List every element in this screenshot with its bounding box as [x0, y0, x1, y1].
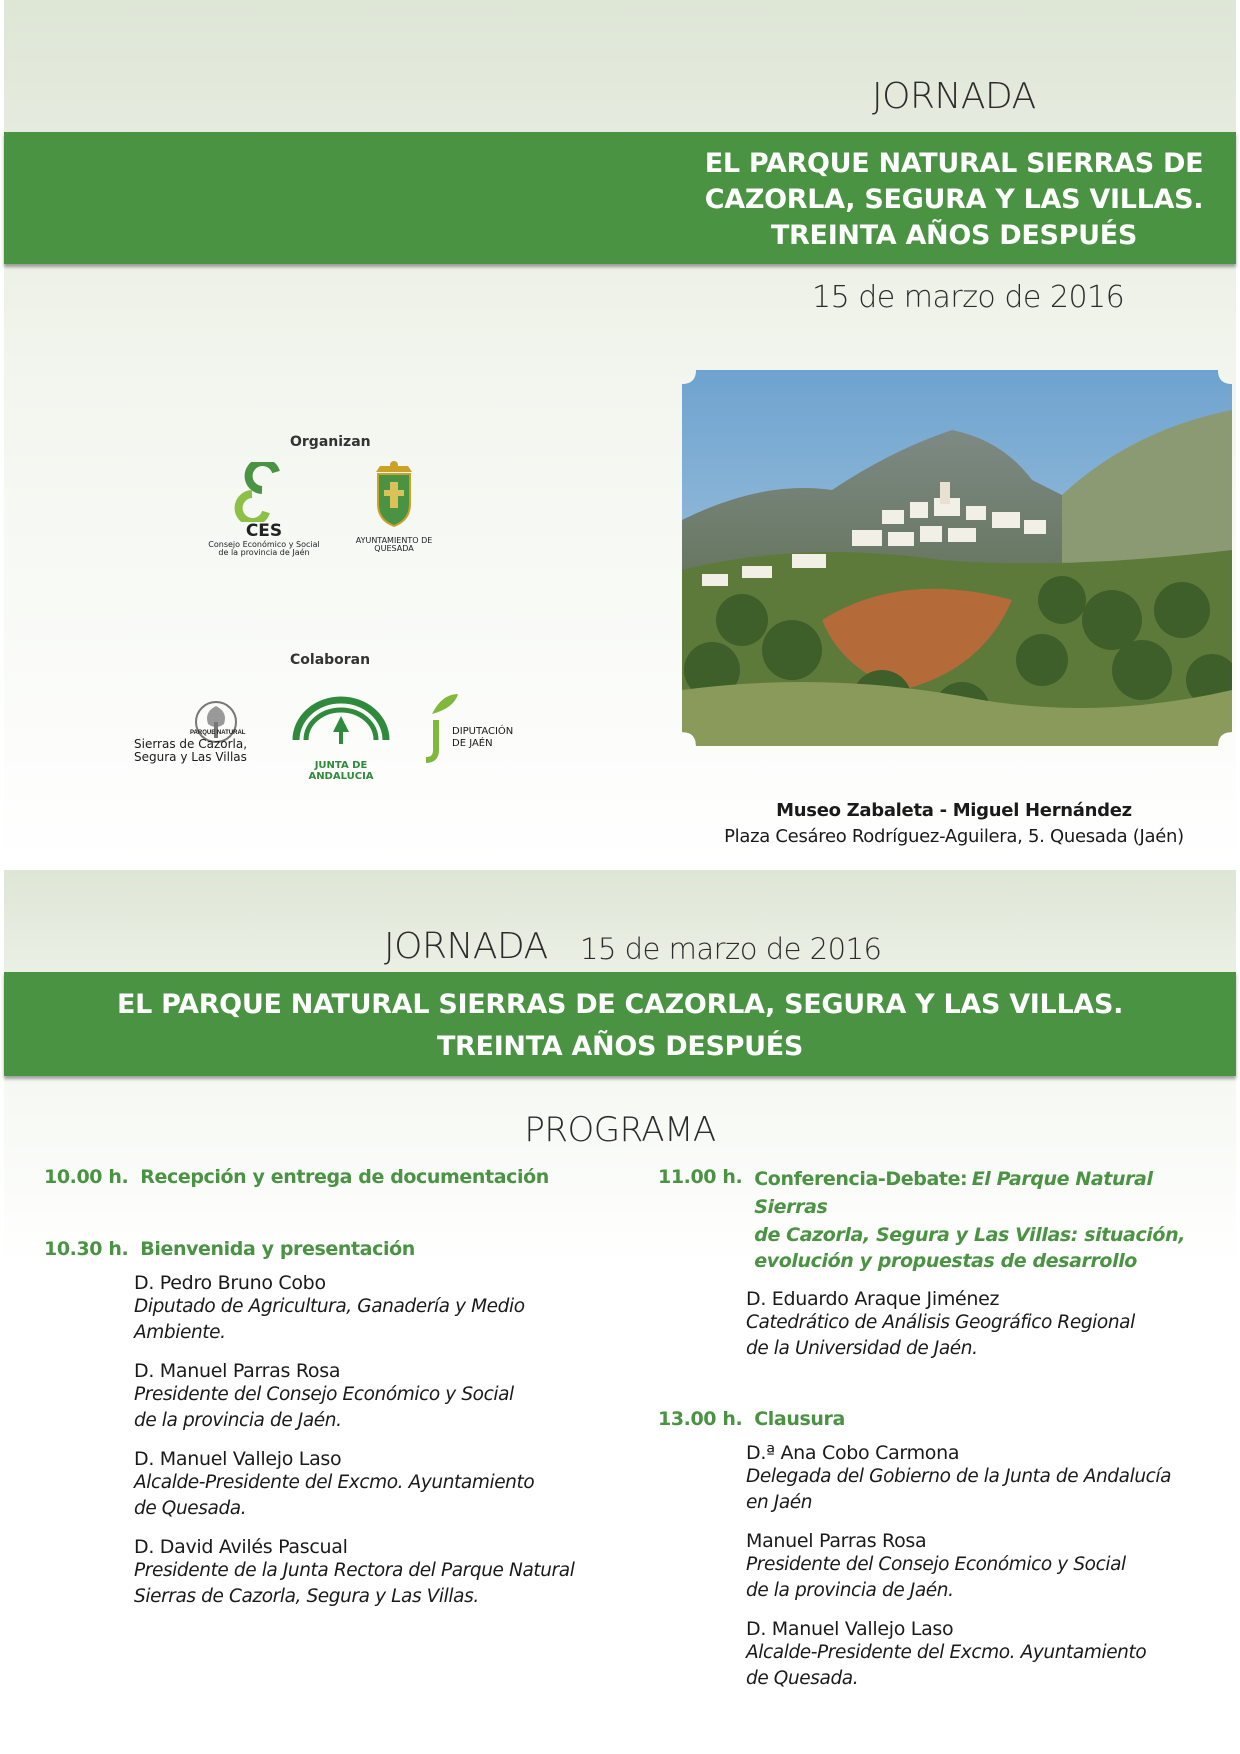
speaker-role: Sierras de Cazorla, Segura y Las Villas.: [134, 1586, 479, 1607]
speaker-role: Ambiente.: [134, 1322, 226, 1343]
speaker-role: Catedrático de Análisis Geográfico Regional: [746, 1312, 1135, 1333]
speaker: [746, 1442, 1228, 1516]
program-title: Conferencia-Debate:: [754, 1168, 968, 1190]
speaker: [746, 1618, 1228, 1692]
speaker-role: de la Universidad de Jaén.: [746, 1338, 978, 1359]
event-title-line: EL PARQUE NATURAL SIERRAS DE CAZORLA, SEGURA Y LAS VILLAS.: [116, 989, 1124, 1020]
title-band: [4, 972, 1236, 1076]
junta-caption: JUNTA DE ANDALUCIA: [308, 760, 374, 782]
ces-emblem-icon: [204, 462, 324, 522]
speaker-name: D. Manuel Parras Rosa: [134, 1360, 341, 1382]
junta-emblem-icon: [286, 696, 396, 756]
title-band: [4, 132, 1236, 264]
program-title-italic: de Cazorla, Segura y Las Villas: situación,: [754, 1224, 1186, 1246]
speaker-role: en Jaén: [746, 1492, 813, 1513]
event-date: 15 de marzo de 2016: [812, 280, 1125, 315]
speaker-role: Presidente de la Junta Rectora del Parque Natural: [134, 1560, 575, 1581]
diputacion-caption: [452, 726, 513, 750]
diputacion-jaen-logo: [422, 690, 522, 770]
venue-name: Museo Zabaleta - Miguel Hernández: [776, 800, 1132, 821]
speaker: [746, 1288, 1228, 1362]
speaker-role: de la provincia de Jaén.: [746, 1580, 954, 1601]
speaker-role: de Quesada.: [134, 1498, 247, 1519]
ces-acronym: CES: [245, 521, 283, 541]
diputacion-caption-line: DE JAÉN: [452, 738, 493, 749]
jornada-label: JORNADA: [872, 76, 1036, 117]
speaker: [746, 1530, 1228, 1604]
speaker-name: D. Pedro Bruno Cobo: [134, 1272, 326, 1294]
speaker-name: Manuel Parras Rosa: [746, 1530, 927, 1552]
diputacion-caption-line: DIPUTACIÓN: [452, 726, 514, 737]
speaker-name: D. Manuel Vallejo Laso: [746, 1618, 954, 1640]
event-title-line: TREINTA AÑOS DESPUÉS: [436, 1031, 804, 1062]
coat-of-arms-icon: [344, 460, 444, 532]
ces-caption: de la provincia de Jaén: [218, 548, 310, 558]
program-title: Clausura: [754, 1408, 845, 1430]
speaker-role: Presidente del Consejo Económico y Social: [134, 1384, 514, 1405]
program-time: 13.00 h.: [658, 1408, 743, 1430]
parque-small-caption: PARQUE NATURAL: [190, 730, 246, 736]
program-item: [658, 1408, 1228, 1430]
speaker-name: D.ª Ana Cobo Carmona: [746, 1442, 960, 1464]
junta-de-andalucia-logo: [286, 696, 396, 782]
program-left-column: [44, 1166, 604, 1610]
speaker: [134, 1360, 604, 1434]
ces-logo: [204, 462, 324, 562]
speaker-list: [746, 1442, 1228, 1692]
speaker: [134, 1536, 604, 1610]
parque-name-line: Segura y Las Villas: [134, 750, 247, 764]
program-title: Bienvenida y presentación: [140, 1238, 415, 1260]
parque-natural-logo: [134, 700, 264, 770]
program-item: [658, 1166, 1228, 1274]
ayuntamiento-caption: AYUNTAMIENTO DE: [355, 536, 433, 545]
program-title: Recepción y entrega de documentación: [140, 1166, 549, 1188]
speaker-list: [746, 1288, 1228, 1362]
ayuntamiento-quesada-logo: [344, 460, 444, 564]
program-title-italic: evolución y propuestas de desarrollo: [754, 1250, 1137, 1272]
venue-address: Plaza Cesáreo Rodríguez-Aguilera, 5. Quesada (Jaén): [724, 826, 1184, 847]
speaker: [134, 1272, 604, 1346]
ces-caption: Consejo Económico y Social: [208, 539, 320, 549]
event-date: 15 de marzo de 2016: [580, 932, 882, 966]
program-time: 11.00 h.: [658, 1166, 743, 1188]
speaker-role: Alcalde-Presidente del Excmo. Ayuntamiento: [746, 1642, 1147, 1663]
ayuntamiento-caption: QUESADA: [374, 544, 414, 554]
speaker-role: Presidente del Consejo Económico y Social: [746, 1554, 1126, 1575]
program-panel: [4, 870, 1236, 1754]
colaboran-label: Colaboran: [290, 652, 371, 668]
organizan-label: Organizan: [290, 434, 371, 450]
event-title: [4, 984, 1236, 1068]
parque-name-line: Sierras de Cazorla,: [134, 737, 248, 751]
speaker-role: de la provincia de Jaén.: [134, 1410, 342, 1431]
speaker-name: D. Eduardo Araque Jiménez: [746, 1288, 1000, 1310]
speaker-name: D. Manuel Vallejo Laso: [134, 1448, 342, 1470]
speaker-role: Alcalde-Presidente del Excmo. Ayuntamiento: [134, 1472, 535, 1493]
quesada-landscape-photo: [682, 370, 1232, 746]
parque-name: [134, 738, 247, 764]
speaker: [134, 1448, 604, 1522]
speaker-role: Delegada del Gobierno de la Junta de Andalucía: [746, 1466, 1172, 1487]
speaker-role: Diputado de Agricultura, Ganadería y Medio: [134, 1296, 525, 1317]
program-time: 10.30 h.: [44, 1238, 129, 1260]
program-item: [44, 1238, 604, 1260]
speaker-list: [134, 1272, 604, 1610]
event-title-line: CAZORLA, SEGURA Y LAS VILLAS.: [704, 184, 1204, 215]
program-right-column: [658, 1166, 1228, 1692]
program-item: [44, 1166, 604, 1188]
program-title-italic: El Parque Natural Sierras: [754, 1168, 1153, 1218]
cover-panel: [4, 0, 1236, 870]
event-title-line: TREINTA AÑOS DESPUÉS: [770, 220, 1138, 251]
speaker-role: de Quesada.: [746, 1668, 859, 1689]
program-time: 10.00 h.: [44, 1166, 129, 1188]
event-title: [604, 146, 1240, 254]
speaker-name: D. David Avilés Pascual: [134, 1536, 348, 1558]
programa-heading: PROGRAMA: [524, 1110, 716, 1150]
jornada-label: JORNADA: [384, 926, 548, 967]
event-title-line: EL PARQUE NATURAL SIERRAS DE: [704, 148, 1204, 179]
